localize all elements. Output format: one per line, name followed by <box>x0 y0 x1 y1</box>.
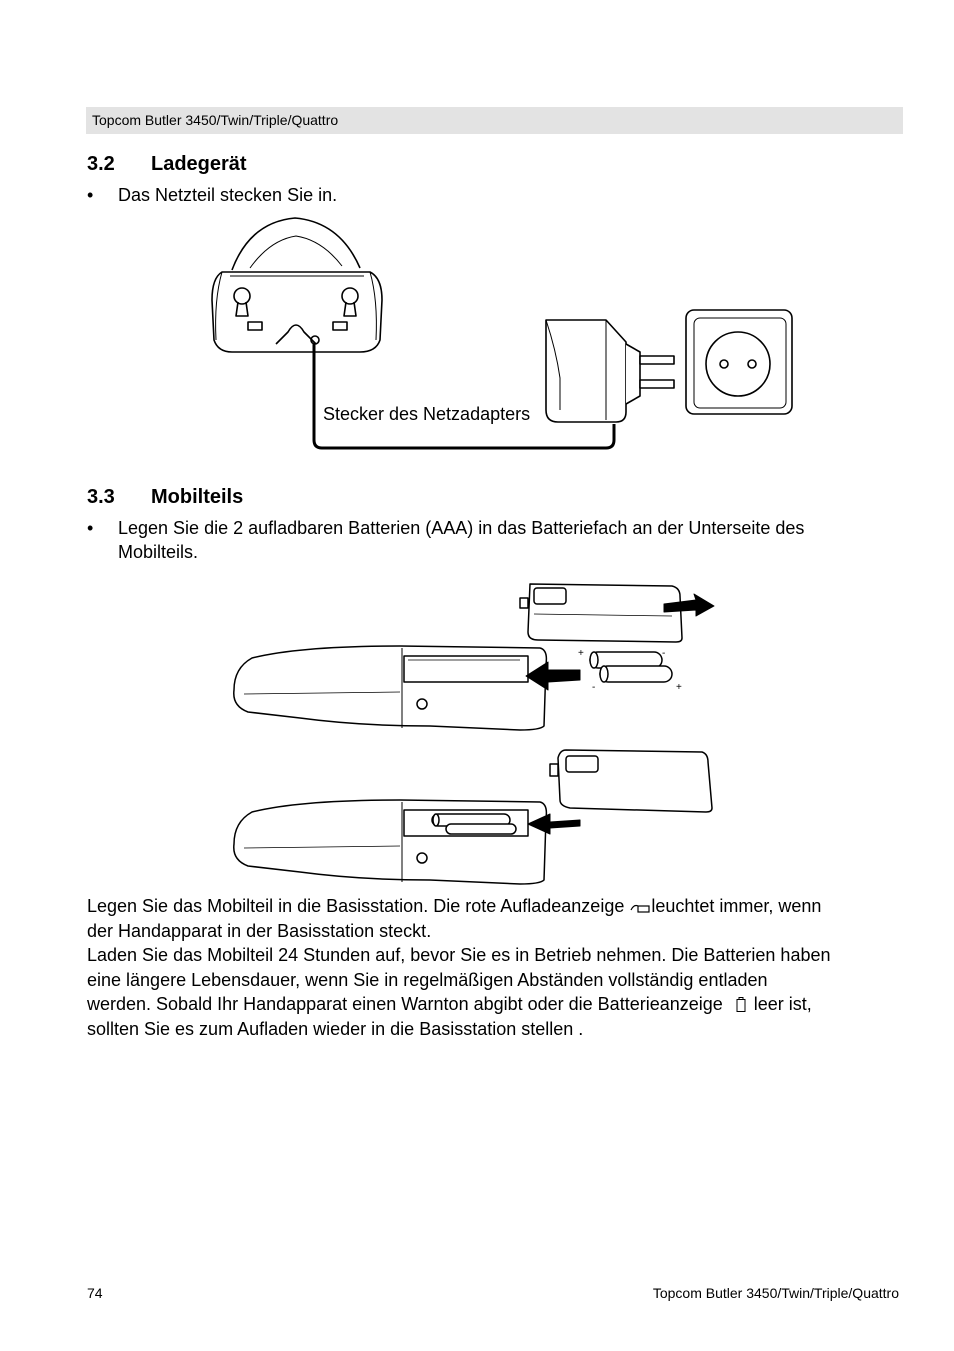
text-line: sollten Sie es zum Aufladen wieder in die Basisstation stellen . <box>87 1018 584 1039</box>
section-number: 3.3 <box>87 486 115 508</box>
text-line5-end: leer ist, <box>753 994 812 1014</box>
footer-title: Topcom Butler 3450/Twin/Triple/Quattro <box>652 1285 899 1301</box>
page-number: 74 <box>87 1285 103 1301</box>
text-line: Laden Sie das Mobilteil 24 Stunden auf, bevor Sie es in Betrieb nehmen. Die Batterien haben <box>87 945 831 965</box>
text-line1-start: Legen Sie das Mobilteil in die Basisstation. Die rote Aufladeanzeige <box>87 896 625 916</box>
section-title: Mobilteils <box>151 486 244 508</box>
battery-plus-label: + <box>676 682 682 693</box>
text-line: der Handapparat in der Basisstation steckt. <box>87 920 432 941</box>
bullet-marker: • <box>87 518 94 538</box>
text-line1-end: leuchtet immer, wenn <box>651 896 822 916</box>
bullet-text-line1: Legen Sie die 2 aufladbaren Batterien (AAA) in das Batteriefach an der Unterseite des <box>118 518 805 538</box>
bullet-marker: • <box>87 185 94 205</box>
charge-indicator-icon <box>629 900 651 914</box>
bullet-text: Das Netzteil stecken Sie in. <box>118 185 338 205</box>
section-title: Ladegerät <box>151 153 247 175</box>
battery-empty-icon <box>736 997 746 1013</box>
section-number: 3.2 <box>87 153 115 175</box>
text-line <box>87 992 907 1017</box>
text-line5-start: werden. Sobald Ihr Handapparat einen Warnton abgibt oder die Batterieanzeige <box>87 994 723 1014</box>
header-title: Topcom Butler 3450/Twin/Triple/Quattro <box>92 112 339 128</box>
battery-plus-label: + <box>578 648 584 659</box>
text-line: eine längere Lebensdauer, wenn Sie in regelmäßigen Abständen vollständig entladen <box>87 969 768 990</box>
battery-minus-label: - <box>662 648 666 659</box>
battery-minus-label: - <box>592 682 596 693</box>
bullet-text-line2: Mobilteils. <box>118 542 199 562</box>
text-line <box>87 894 907 919</box>
charging-instructions <box>87 894 907 1041</box>
adapter-plug-label: Stecker des Netzadapters <box>323 404 531 424</box>
